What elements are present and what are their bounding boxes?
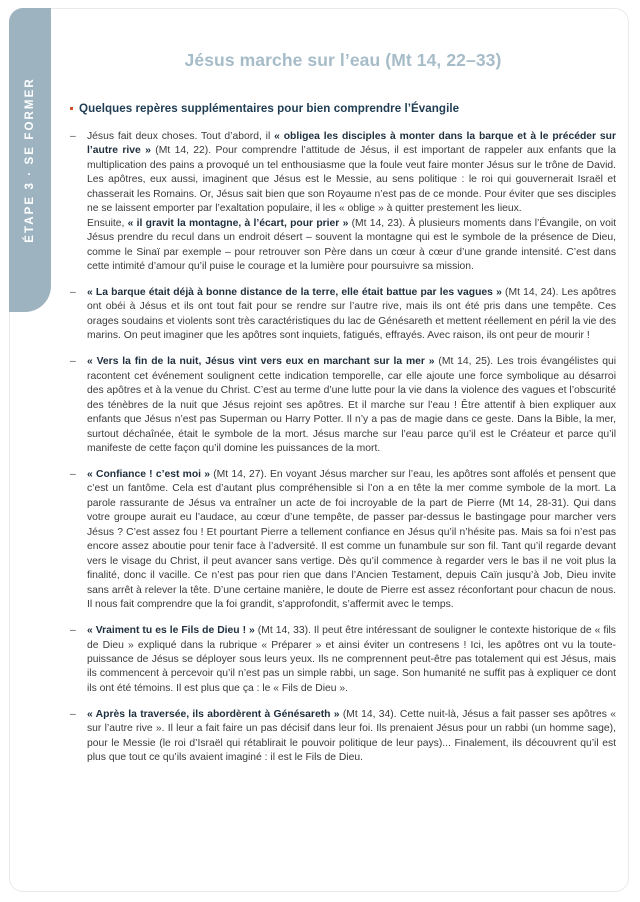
quote-close-mark: »	[140, 145, 151, 157]
section-heading-label: Quelques repères supplémentaires pour bien comprendre l’Évangile	[79, 102, 460, 115]
quote-open-mark: «	[274, 131, 284, 142]
dash-bullet-icon: –	[70, 625, 76, 637]
quote-open-mark: «	[87, 356, 97, 368]
paragraph-body: (Mt 14, 34). Cette nuit-là, Jésus a fait passer ses apôtres « sur l’autre rive ». Il leur a fait faire un pas décisif dans leur foi. Ils prenaient Jésus pour un rabbi (un homme sage), pour le Messie (le roi d’Israël qui rétablirait le pouvoir politique de leur pays)... Finalement, ils découvrent qu’il est plus que tout ce qu’ils avaient imaginé : il est le Fils de Dieu.	[87, 708, 616, 764]
paragraph-item	[70, 286, 616, 344]
quote-close-mark: »	[330, 708, 340, 720]
paragraph-scripture-quote: Confiance ! c’est moi	[95, 469, 202, 481]
quote-open-mark: «	[87, 708, 96, 720]
quote-close-mark: »	[246, 625, 255, 637]
page-content	[70, 8, 616, 777]
paragraph-sub-body: (Mt 14, 23). À plusieurs moments dans l’Évangile, on voit Jésus prendre du recul dans un endroit désert – souvent la montagne qui est le symbole de la présence de Dieu, comme le Sinaï par exemple – pour retrouver son Père dans un cœur à cœur d’une grande intensité. C’est dans cette intimité d’amour qu’il puise le courage et la lumière pour poursuivre sa mission.	[87, 217, 616, 273]
dash-bullet-icon: –	[70, 469, 76, 481]
dash-bullet-icon: –	[70, 708, 76, 720]
page-title: Jésus marche sur l’eau (Mt 14, 22–33)	[184, 50, 502, 70]
dash-bullet-icon: –	[70, 356, 76, 368]
paragraph-item	[70, 355, 616, 456]
quote-close-mark: »	[201, 469, 210, 481]
paragraph-scripture-quote: La barque était déjà à bonne distance de la terre, elle était battue par les vagues	[95, 287, 493, 299]
quote-open-mark: «	[87, 625, 96, 637]
section-heading	[70, 102, 616, 115]
paragraph-body: (Mt 14, 24). Les apôtres ont obéi à Jésus et ils ont tout fait pour se rendre sur l’autre rive, mais ils ont été pris dans une tempête. Ces orages soudains et violents sont très caractéristiques du lac de Génésareth et mettent réellement en péril la vie des marins. On peut imaginer que les apôtres sont inquiets, fatigués, effrayés. Avec raison, ils ont peur de mourir !	[87, 287, 616, 342]
quote-open-mark: «	[87, 287, 96, 299]
quote-close-mark: »	[424, 356, 435, 368]
paragraph-sub-scripture-quote: il gravit la montagne, à l’écart, pour prier	[136, 217, 340, 229]
paragraph-body: (Mt 14, 27). En voyant Jésus marcher sur l’eau, les apôtres sont affolés et pensent que c’est un fantôme. Cela est d’autant plus compréhensible si l’on a en tête la mer comme symbole de la mort. La parole rassurante de Jésus va entraîner un acte de foi incroyable de la part de Pierre (Mt 14, 28-31). Qui dans votre groupe aurait eu l’audace, au cœur d’une tempête, de passer par-dessus le bastingage pour marcher vers Jésus ? C’est assez fou ! Et pourtant Pierre a tellement confiance en Jésus qu’il n’hésite pas. Mais sa foi n’est pas encore assez aboutie pour tenir face à l’adversité. Il est comme un funambule sur son fil. Tant qu’il regarde devant vers le visage du Christ, il peut avancer sans vertige. Dès qu’il commence à regarder vers le bas il ne voit plus la finalité, donc il vacille. Ce n’est pas pour rien que dans l’Ancien Testament, depuis Caïn jusqu’à Job, Dieu invite sans arrêt à relever la tête. D’une certaine manière, le doute de Pierre est assez réconfortant pour chacun de nous. Il nous fait comprendre que la foi grandit, s’approfondit, s’affermit avec le temps.	[87, 469, 616, 611]
paragraph-item	[70, 468, 616, 613]
paragraph-scripture-quote: Vraiment tu es le Fils de Dieu !	[95, 625, 247, 637]
paragraph-item	[70, 130, 616, 275]
paragraph-list	[70, 130, 616, 766]
paragraph-sub-lead: Ensuite,	[87, 217, 128, 229]
dash-bullet-icon: –	[70, 131, 76, 142]
paragraph-scripture-quote: Vers la fin de la nuit, Jésus vint vers eux en marchant sur la mer	[96, 356, 425, 368]
sub-quote-close-mark: »	[339, 217, 349, 229]
paragraph-scripture-quote: obligea les disciples à monter dans la barque et à le précéder sur l’autre rive	[87, 131, 616, 157]
paragraph-lead: Jésus fait deux choses. Tout d’abord, il	[87, 131, 275, 142]
quote-close-mark: »	[492, 287, 502, 299]
step-side-tab	[9, 8, 51, 312]
quote-open-mark: «	[87, 469, 96, 481]
paragraph-body: (Mt 14, 33). Il peut être intéressant de souligner le contexte historique de « fils de Dieu » expliqué dans la rubrique « Préparer » et ainsi éviter un contresens ! Ici, les apôtres ont vu la toute-puissance de Jésus se déployer sous leurs yeux. Ils ne comprennent peut-être pas totalement qui est Jésus, mais ils commencent à percevoir qu’il n’est pas un simple rabbi, un sage. Son humanité ne suffit pas à expliquer ce dont ils ont été témoins. Il est plus que ça : le « Fils de Dieu ».	[87, 625, 616, 694]
step-side-tab-label: ÉTAPE 3 · SE FORMER	[24, 77, 36, 243]
paragraph-scripture-quote: Après la traversée, ils abordèrent à Génésareth	[95, 708, 331, 720]
paragraph-item	[70, 708, 616, 766]
paragraph-body: (Mt 14, 25). Les trois évangélistes qui racontent cet événement soulignent cette indication temporelle, car elle ajoute une force symbolique au désarroi des apôtres et à la venue du Christ. C’est au terme d’une lutte pour la vie dans la violence des vagues et l’obscurité des ténèbres de la nuit que Jésus rejoint ses apôtres. Et il marche sur l’eau ! Être attentif à bien expliquer aux enfants que Jésus n’est pas Superman ou Harry Potter. Il n’y a pas de magie dans ce geste. Dans la Bible, la mer, surtout déchaînée, était le symbole de la mort. Jésus marche sur l’eau parce qu’il est le Créateur et parce qu’il manifeste de cette façon qu’il domine les puissances de la mort.	[87, 356, 617, 455]
square-bullet-icon	[70, 107, 73, 110]
dash-bullet-icon: –	[70, 287, 76, 299]
paragraph-item	[70, 624, 616, 696]
paragraph-subblock	[87, 217, 616, 275]
paragraph-body: (Mt 14, 22). Pour comprendre l’attitude de Jésus, il est important de rappeler aux enfants que la multiplication des pains a provoqué un tel enthousiasme que la foule veut faire monter Jésus sur le trône de David. Les apôtres, eux aussi, imaginent que Jésus est le Messie, au sens politique : le roi qui gouvernerait Israël et chasserait les Romains. Or, Jésus sait bien que son Royaume n’est pas de ce monde. Pour éviter que ses disciples ne se laissent emporter par l’exaltation populaire, il les « oblige » à quitter prestement les lieux.	[87, 145, 616, 215]
sub-quote-open-mark: «	[127, 217, 137, 229]
